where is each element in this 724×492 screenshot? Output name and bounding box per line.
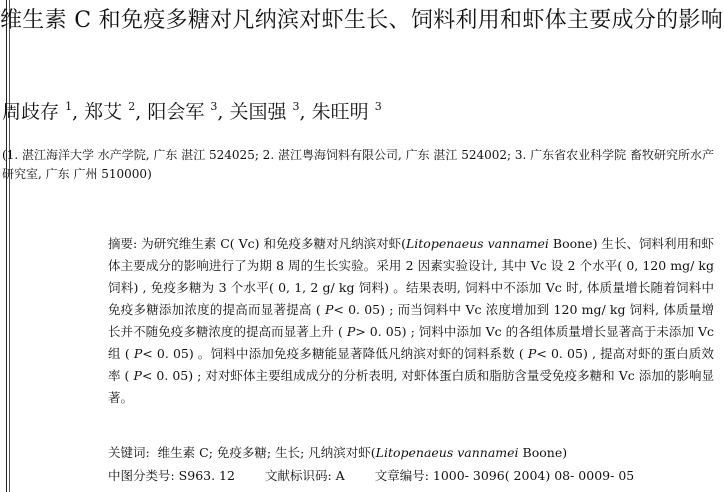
keywords-label: 关键词:: [108, 445, 150, 460]
author-name: 周歧存: [2, 101, 60, 123]
p-value-symbol: P: [324, 302, 334, 317]
author-affiliation-mark: 2: [128, 100, 136, 113]
author-name: 朱旺明: [311, 101, 369, 123]
article-number: 文章编号: 1000- 3096( 2004) 08- 0009- 05: [374, 468, 635, 483]
author-list: 周歧存 $^1$, 郑艾 $^2$, 阳会军 $^3$, 关国强 $^3$, 朱旺明 $^3$: [2, 100, 382, 123]
classification-line: [108, 465, 714, 487]
paper-title: 维生素 C 和免疫多糖对凡纳滨对虾生长、饲料利用和虾体主要成分的影响: [0, 8, 724, 33]
abstract-label: 摘要:: [108, 236, 138, 251]
author-name: 阳会军: [147, 101, 205, 123]
author-name: 郑艾: [84, 101, 123, 123]
species-name: Litopenaeus vannamei: [375, 445, 519, 460]
clc-number: 中图分类号: S963. 12: [108, 468, 235, 483]
species-name: Litopenaeus vannamei: [405, 236, 549, 251]
author-name: 关国强: [229, 101, 287, 123]
p-value-symbol: P: [346, 324, 356, 339]
p-value-symbol: P: [133, 346, 143, 361]
author-affiliation-mark: 1: [65, 100, 73, 113]
author-affiliation-mark: 3: [210, 100, 218, 113]
author-affiliation-mark: 3: [374, 100, 382, 113]
p-value-symbol: P: [527, 346, 537, 361]
p-value-symbol: P: [133, 368, 142, 383]
page-edge-line: [9, 0, 10, 492]
abstract: 摘要: 为研究维生素 C( Vc) 和免疫多糖对凡纳滨对虾(Litopenaeus vannamei Boone) 生长、饲料利用和虾体主要成分的影响进行了为期 8 周的生长实验。采用 2 因素实验设计, 其中 Vc 设 2 个水平( 0, 120 mg/ kg 饲料) , 免疫多糖为 3 个水平( 0, 1, 2 g/ kg 饲料) 。结果表明, 饲料中不添加 Vc 时, 体质量增长随着饲料中免疫多糖添加浓度的提高而显著提高 ( P< 0. 05) ; 而当饲料中 Vc 浓度增加到 120 mg/ kg 饲料, 体质量增长并不随免疫多糖浓度的提高而显著上升 ( P> 0. 05) ; 饲料中添加 Vc 的各组体质量增长显著高于未添加 Vc 组 ( P< 0. 05) 。饲料中添加免疫多糖能显著降低凡纳滨对虾的饲料系数 ( P< 0. 05) , 提高对虾的蛋白质效率 ( P< 0. 05) ; 对对虾体主要组成成分的分析表明, 对虾体蛋白质和脂肪含量受免疫多糖和 Vc 添加的影响显著。: [108, 236, 714, 405]
document-code: 文献标识码: A: [264, 468, 345, 483]
affiliations: (1. 湛江海洋大学 水产学院, 广东 湛江 524025; 2. 湛江粤海饲料有限公司, 广东 湛江 524002; 3. 广东省农业科学院 畜牧研究所水产研究室, 广东 广州 510000): [2, 148, 714, 181]
author-affiliation-mark: 3: [292, 100, 300, 113]
keywords: 关键词: 维生素 C; 免疫多糖; 生长; 凡纳滨对虾(Litopenaeus vannamei Boone): [108, 445, 568, 460]
page-edge-line: [6, 0, 7, 492]
